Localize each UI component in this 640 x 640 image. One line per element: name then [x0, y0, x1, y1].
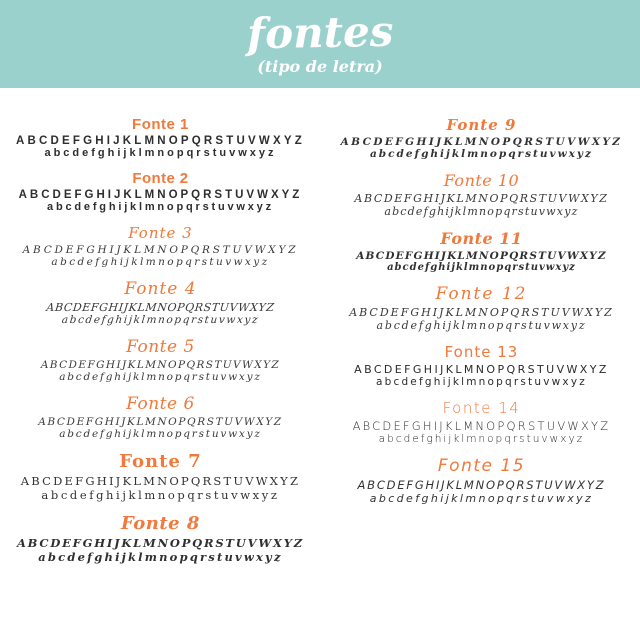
font-sample-4	[16, 279, 305, 326]
lowercase-alphabet: abcdefghijklmnopqrstuvwxyz	[376, 319, 587, 332]
uppercase-alphabet: ABCDEFGHIJKLMNOPQRSTUVWXYZ	[356, 250, 607, 262]
lowercase-alphabet: abcdefghijklmnopqrstuvwxyz	[44, 147, 277, 159]
fonts-grid	[0, 88, 640, 564]
lowercase-alphabet: abcdefghijklmnopqrstuvwxyz	[369, 492, 594, 505]
font-sample-7	[16, 451, 305, 502]
font-sample-3	[16, 224, 305, 268]
lowercase-alphabet: abcdefghijklmnopqrstuvwxyz	[61, 314, 260, 326]
left-column	[16, 116, 305, 564]
font-name-label: Fonte 10	[443, 171, 520, 190]
font-name-label: Fonte 13	[444, 343, 519, 361]
uppercase-alphabet: ABCDEFGHIJKLMNOPQRSTUVWXYZ	[22, 244, 299, 256]
lowercase-alphabet: abcdefghijklmnopqrstuvwxyz	[59, 371, 262, 383]
header-banner	[0, 0, 640, 88]
lowercase-alphabet: abcdefghijklmnopqrstuvwxyz	[41, 488, 280, 502]
font-name-label: Fonte 2	[132, 170, 189, 187]
uppercase-alphabet: ABCDEFGHIJKLMNOPQRSTUVWXYZ	[354, 192, 609, 205]
uppercase-alphabet: ABCDEFGHIJKLMNOPQRSTUVWXYZ	[354, 363, 609, 376]
page-subtitle: (tipo de letra)	[257, 57, 383, 76]
font-name-label: Fonte 12	[435, 284, 528, 304]
uppercase-alphabet: ABCDEFGHIJKLMNOPQRSTUVWXYZ	[357, 478, 606, 492]
uppercase-alphabet: ABCDEFGHIJKLMNOPQRSTUVWXYZ	[16, 135, 305, 147]
uppercase-alphabet: ABCDEFGHIJKLMNOPQRSTUVWXYZ	[16, 536, 304, 550]
uppercase-alphabet: ABCDEFGHIJKLMNOPQRSTUVWXYZ	[45, 301, 276, 314]
font-name-label: Fonte 1	[132, 116, 189, 133]
font-sample-10	[339, 171, 624, 218]
uppercase-alphabet: ABCDEFGHIJKLMNOPQRSTUVWXYZ	[340, 136, 623, 148]
font-sample-8	[16, 513, 305, 564]
uppercase-alphabet: ABCDEFGHIJKLMNOPQRSTUVWXYZ	[352, 419, 611, 433]
lowercase-alphabet: abcdefghijklmnopqrstuvwxyz	[370, 148, 593, 160]
uppercase-alphabet: ABCDEFGHIJKLMNOPQRSTUVWXYZ	[40, 359, 281, 371]
font-name-label: Fonte 15	[437, 456, 526, 476]
page-title: fontes	[246, 6, 394, 59]
font-sample-14	[339, 399, 624, 445]
font-sample-12	[339, 284, 624, 332]
right-column	[339, 116, 624, 564]
lowercase-alphabet: abcdefghijklmnopqrstuvwxyz	[375, 376, 587, 388]
font-sample-6	[16, 394, 305, 440]
font-sample-1	[16, 116, 305, 159]
lowercase-alphabet: abcdefghijklmnopqrstuvwxyz	[59, 428, 262, 440]
font-name-label: Fonte 3	[128, 224, 193, 242]
font-sample-9	[339, 116, 624, 160]
font-sample-11	[339, 229, 624, 273]
font-sample-5	[16, 337, 305, 383]
font-name-label: Fonte 5	[126, 337, 195, 357]
lowercase-alphabet: abcdefghijklmnopqrstuvwxyz	[384, 205, 579, 218]
uppercase-alphabet: ABCDEFGHIJKLMNOPQRSTUVWXYZ	[349, 306, 614, 319]
uppercase-alphabet: ABCDEFGHIJKLMNOPQRSTUVWXYZ	[18, 189, 303, 201]
font-name-label: Fonte 11	[440, 229, 523, 248]
lowercase-alphabet: abcdefghijklmnopqrstuvwxyz	[51, 256, 270, 268]
font-name-label: Fonte 8	[120, 513, 200, 534]
font-name-label: Fonte 6	[126, 394, 195, 414]
lowercase-alphabet: abcdefghijklmnopqrstuvwxyz	[378, 433, 585, 445]
uppercase-alphabet: ABCDEFGHIJKLMNOPQRSTUVWXYZ	[20, 474, 301, 488]
font-sample-13	[339, 343, 624, 388]
font-name-label: Fonte 7	[119, 451, 202, 472]
font-sample-15	[339, 456, 624, 505]
lowercase-alphabet: abcdefghijklmnopqrstuvwxyz	[38, 550, 283, 564]
font-name-label: Fonte 14	[442, 399, 521, 417]
lowercase-alphabet: abcdefghijklmnopqrstuvwxyz	[47, 201, 274, 213]
font-name-label: Fonte 4	[124, 279, 197, 299]
font-sample-2	[16, 170, 305, 213]
uppercase-alphabet: ABCDEFGHIJKLMNOPQRSTUVWXYZ	[38, 416, 283, 428]
font-name-label: Fonte 9	[446, 116, 517, 134]
lowercase-alphabet: abcdefghijklmnopqrstuvwxyz	[387, 262, 576, 273]
